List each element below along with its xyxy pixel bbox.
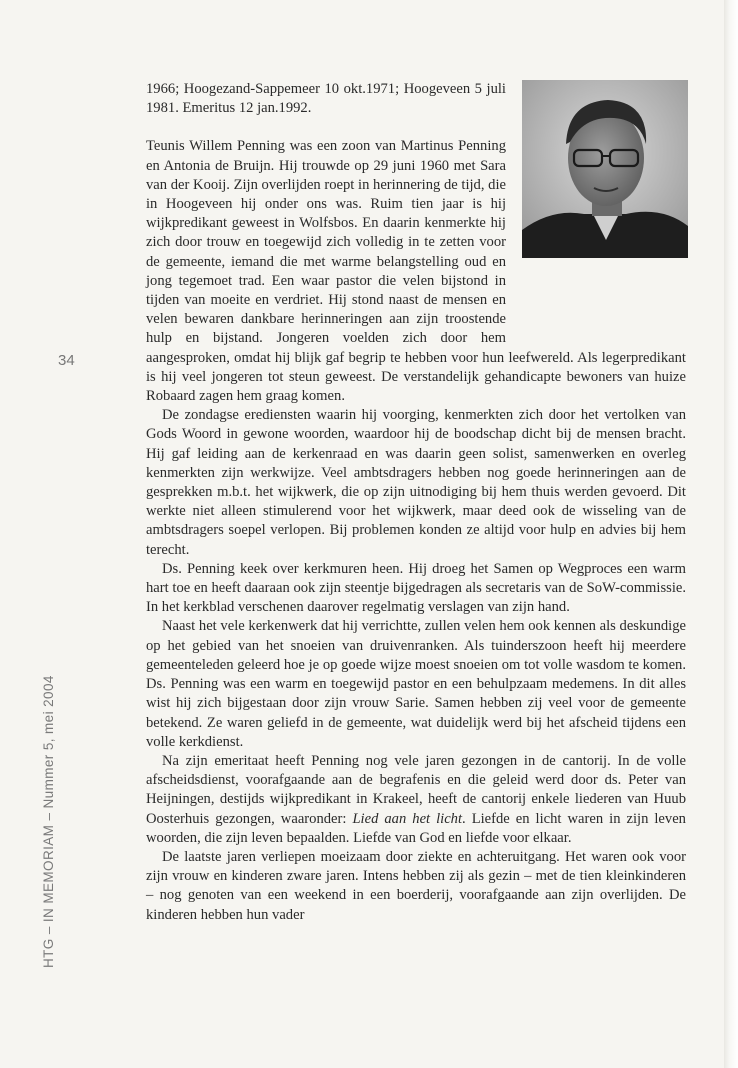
photo-float-spacer — [506, 137, 686, 331]
paragraph-emeritus-text: Na zijn emeritaat heeft Penning nog vele jaren gezongen in de cantorij. In de volle afscheidsdienst, voorafgaande aan de begrafenis en die geleid werd door ds. Peter van Heijningen, destijds wijkpredikant in Krakeel, heeft de cantorij enkele liederen van Huub Oosterhuis gezongen, waaronder: — [146, 752, 686, 827]
paragraph-emeritus-end: . Liefde en licht waren in zijn leven woorden, die zijn leven bepaalden. Liefde van God en liefde voor elkaar. — [146, 810, 686, 846]
paragraph-pruning: Naast het vele kerkenwerk dat hij verrichtte, zullen velen hem ook kennen als deskundige op het gebied van het snoeien van druivenranken. Als tuinderszoon heeft hij meerdere gemeenteleden geleerd hoe je op goede wijze moest snoeien om tot volle wasdom te komen. Ds. Penning was een warm en toegewijd pastor en een behulpzaam medemens. In dit alles wist hij zich bijgestaan door zijn vrouw Sarie. Samen hebben zij veel voor de gemeente betekend. Ze waren geliefd in de gemeente, wat duidelijk werd bij het afscheid tijdens een volle kerkdienst. — [146, 618, 686, 750]
paragraph-final-years: De laatste jaren verliepen moeizaam door ziekte en achteruitgang. Het waren ook voor zijn vrouw en kinderen zware jaren. Intens hebben zij als gezin – met de tien kleinkinderen – nog genoten van een weekend in een boerderij, voorafgaande aan zijn overlijden. De kinderen hebben hun vader — [146, 848, 686, 923]
running-footer-vertical: HTG – IN MEMORIAM – Nummer 5, mei 2004 — [41, 675, 56, 968]
paragraph-emeritus — [146, 752, 686, 848]
page-edge — [724, 0, 738, 1068]
paragraph-services: De zondagse erediensten waarin hij voorging, kenmerkten zich door het vertolken van Gods Woord in gewone woorden, waardoor hij de boodschap dicht bij de mensen bracht. Hij gaf leiding aan de kerkenraad en was daarin geen solist, samenwerken en overleg kenmerkten zijn werkwijze. Veel ambtsdragers hebben nog goede herinneringen aan de gesprekken m.b.t. het wijkwerk, die op zijn uitnodiging bij hem thuis werden gevoerd. Dit werkte niet alleen stimulerend voor het wijkwerk, maar deed ook de wisseling van de ambtsdragers soepel verlopen. Bij problemen konden ze altijd voor hulp en advies bij hem terecht. — [146, 407, 686, 558]
song-title: Lied aan het licht — [352, 810, 463, 827]
paragraph-sow: Ds. Penning keek over kerkmuren heen. Hij droeg het Samen op Wegproces een warm hart toe en heeft daaraan ook zijn steentje bijgedragen als secretaris van de SoW-commissie. In het kerkblad verschenen daarover regelmatig verslagen van zijn hand. — [146, 560, 686, 616]
article-body — [146, 80, 686, 925]
paragraph-career-dates: 1966; Hoogezand-Sappemeer 10 okt.1971; Hoogeveen 5 juli 1981. Emeritus 12 jan.1992. — [146, 81, 506, 117]
paragraph-intro: Teunis Willem Penning was een zoon van Martinus Penning en Antonia de Bruijn. Hij trouwde op 29 juni 1960 met Sara van der Kooij. Zijn overlijden roept in herinnering de tijd, die in Hoogeveen hij onder ons was. Ruim tien jaar is hij wijkpredikant geweest in Wolfsbos. En daarin kenmerkte hij zich door trouw en toegewijd zich volledig in te zetten voor de gemeente, iemand die met warme belangstelling oud en jong tegemoet trad. Een waar pastor die velen bijstond in tijden van moeite en verdriet. Hij stond naast de mensen en velen bewaren dankbare herinneringen aan zijn troostende hulp en bijstand. Jongeren voelden zich door hem aangesproken, omdat hij blijk gaf begrip te hebben voor hun leefwereld. Als legerpredikant is hij veel jongeren tot steun geweest. De verstandelijk gehandicapte bewoners van huize Robaard zagen hem graag komen. — [146, 138, 686, 405]
page-number: 34 — [58, 352, 75, 369]
